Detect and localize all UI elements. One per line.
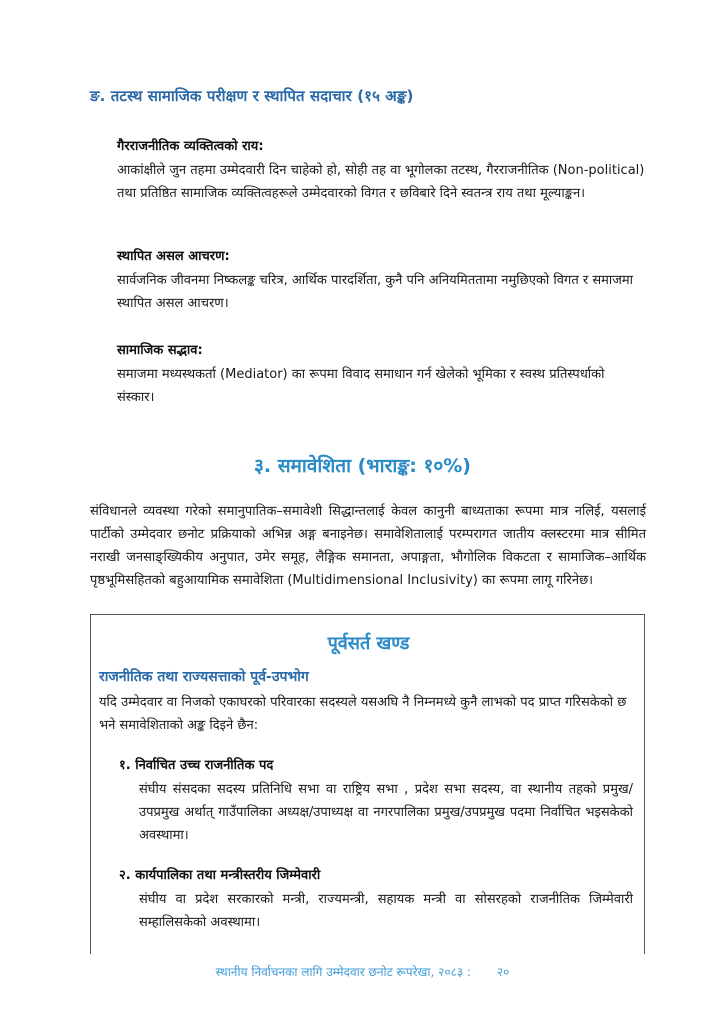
page-number: २० xyxy=(496,965,510,979)
box-intro: यदि उम्मेदवार वा निजको एकाघरको परिवारका सदस्यले यसअघि नै निम्नमध्ये कुनै लाभको पद प्राप्त गरिसकेको छ भने समावेशिताको अङ्क दिइने छैन: xyxy=(99,695,627,733)
page-footer xyxy=(0,963,725,980)
item-title-executive-role: २. कार्यपालिका तथा मन्त्रीस्तरीय जिम्मेवारी xyxy=(119,868,321,883)
item-body-elected-post: संघीय संसदका सदस्य प्रतिनिधि सभा वा राष्ट्रिय सभा , प्रदेश सभा सदस्य, वा स्थानीय तहको प्रमुख/उपप्रमुख अर्थात् गाउँपालिका अध्यक्ष/उपाध्यक्ष वा नगरपालिका प्रमुख/उपप्रमुख पदमा निर्वाचित भइसकेको अवस्थामा। xyxy=(139,782,633,843)
subsection-body-nonpolitical-opinion: आकांक्षीले जुन तहमा उम्मेदवारी दिन चाहेको हो, सोही तह वा भूगोलका तटस्थ, गैरराजनीतिक (Non-political) तथा प्रतिष्ठित सामाजिक व्यक्तित्वहरूले उम्मेदवारको विगत र छविबारे दिने स्वतन्त्र राय तथा मूल्याङ्कन। xyxy=(117,163,645,201)
box-subtitle: राजनीतिक तथा राज्यसत्ताको पूर्व-उपभोग xyxy=(99,669,309,685)
subsection-body-social-harmony: समाजमा मध्यस्थकर्ता (Mediator) का रूपमा विवाद समाधान गर्न खेलेको भूमिका र स्वस्थ प्रतिस्पर्धाको संस्कार। xyxy=(117,367,605,405)
item-body-executive-role: संघीय वा प्रदेश सरकारको मन्त्री, राज्यमन्त्री, सहायक मन्त्री वा सोसरहको राजनीतिक जिम्मेवारी सम्हालिसकेको अवस्थामा। xyxy=(139,892,633,930)
box-title: पूर्वसर्त खण्ड xyxy=(327,633,410,654)
inclusivity-paragraph: संविधानले व्यवस्था गरेको समानुपातिक–समावेशी सिद्धान्तलाई केवल कानुनी बाध्यताका रूपमा मात्र नलिई, यसलाई पार्टीको उम्मेदवार छनोट प्रक्रियाको अभिन्न अङ्ग बनाइनेछ। समावेशितालाई परम्परागत जातीय क्लस्टरमा मात्र सीमित नराखी जनसाङ्ख्यिकीय अनुपात, उमेर समूह, लैङ्गिक समानता, अपाङ्गता, भौगोलिक विकटता र सामाजिक–आर्थिक पृष्ठभूमिसहितको बहुआयामिक समावेशिता (Multidimensional Inclusivity) का रूपमा लागू गरिनेछ। xyxy=(90,504,646,588)
subsection-title-nonpolitical-opinion: गैरराजनीतिक व्यक्तित्वको राय: xyxy=(117,139,264,154)
subsection-body-good-conduct: सार्वजनिक जीवनमा निष्कलङ्क चरित्र, आर्थिक पारदर्शिता, कुनै पनि अनियमिततामा नमुछिएको विगत र समाजमा स्थापित असल आचरण। xyxy=(117,273,634,311)
subsection-title-good-conduct: स्थापित असल आचरण: xyxy=(117,249,230,264)
section-heading: ङ. तटस्थ सामाजिक परीक्षण र स्थापित सदाचार (१५ अङ्क) xyxy=(90,87,414,105)
subsection-title-social-harmony: सामाजिक सद्भाव: xyxy=(117,343,203,358)
footer-text: स्थानीय निर्वाचनका लागि उम्मेदवार छनोट रूपरेखा, २०८३ : xyxy=(215,965,471,979)
precondition-box xyxy=(90,614,645,954)
inclusivity-heading: ३. समावेशिता (भाराङ्क: १०%) xyxy=(254,455,471,477)
item-title-elected-post: १. निर्वाचित उच्च राजनीतिक पद xyxy=(119,758,274,773)
